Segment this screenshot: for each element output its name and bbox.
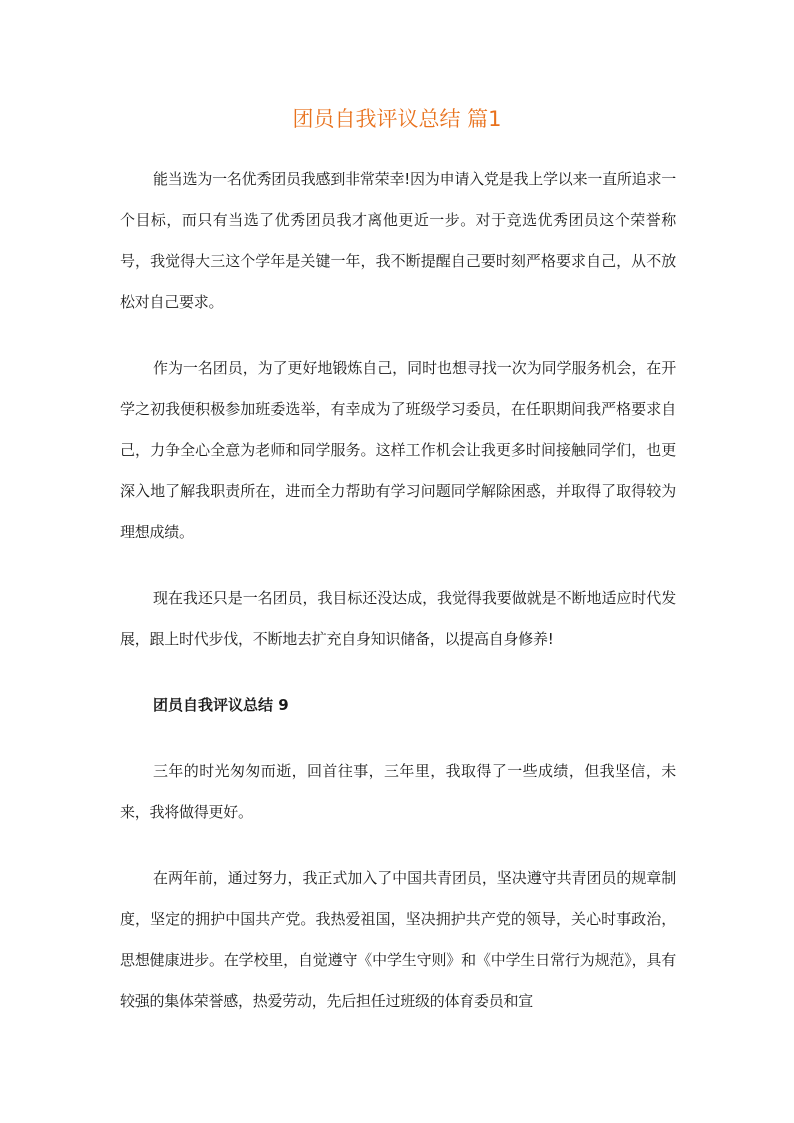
paragraph: 现在我还只是一名团员，我目标还没达成，我觉得我要做就是不断地适应时代发展，跟上时代步伐，不断地去扩充自身知识储备，以提高自身修养! xyxy=(120,589,676,648)
paragraph: 能当选为一名优秀团员我感到非常荣幸!因为申请入党是我上学以来一直所追求一个目标，而只有当选了优秀团员我才离他更近一步。对于竞选优秀团员这个荣誉称号，我觉得大三这个学年是关键一年，我不断提醒自己要时刻严格要求自己，从不放松对自己要求。 xyxy=(120,170,676,311)
paragraph: 三年的时光匆匆而逝，回首往事，三年里，我取得了一些成绩，但我坚信，未来，我将做得更好。 xyxy=(120,762,676,821)
section-heading: 团员自我评议总结 9 xyxy=(153,696,289,714)
document-title: 团员自我评议总结 篇1 xyxy=(292,107,502,131)
paragraph: 在两年前，通过努力，我正式加入了中国共青团员，坚决遵守共青团员的规章制度，坚定的拥护中国共产党。我热爱祖国，坚决拥护共产党的领导，关心时事政治，思想健康进步。在学校里，自觉遵守《中学生守则》和《中学生日常行为规范》，具有较强的集体荣誉感，热爱劳动，先后担任过班级的体育委员和宣 xyxy=(120,869,676,1010)
paragraph: 作为一名团员，为了更好地锻炼自己，同时也想寻找一次为同学服务机会，在开学之初我便积极参加班委选举，有幸成为了班级学习委员，在任职期间我严格要求自己，力争全心全意为老师和同学服务。这样工作机会让我更多时间接触同学们，也更深入地了解我职责所在，进而全力帮助有学习问题同学解除困惑，并取得了取得较为理想成绩。 xyxy=(120,359,676,541)
document-body xyxy=(120,159,676,1047)
